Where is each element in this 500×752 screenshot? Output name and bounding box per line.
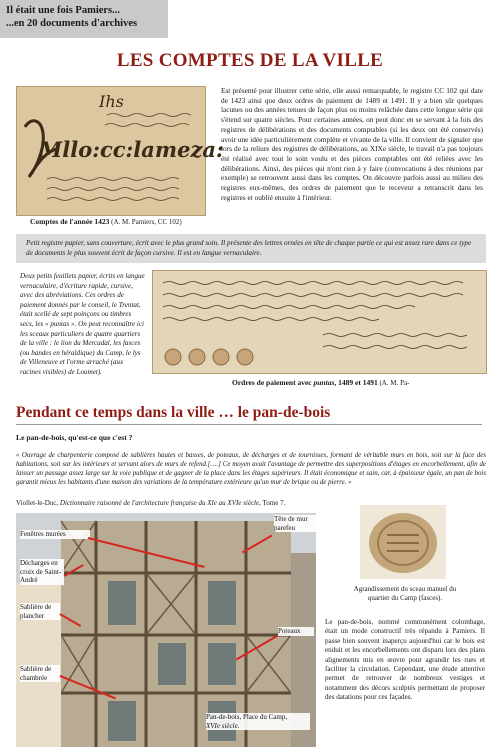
figure-1423-caption-title: Comptes de l'année 1423 — [30, 217, 110, 226]
label-sabliere-plancher: Sablière de plancher — [20, 603, 60, 620]
label-poteaux: Poteaux — [278, 627, 314, 636]
section-divider — [16, 424, 482, 425]
payment-orders-description: Deux petits feuillets papier, écrits en langue vernaculaire, d'écriture rapide, cursive, avec des abréviations. Ces ordres de paiement donnés par le conseil, le Trentat, était scellé de sept poinçons ou timbres secs, les « puntas ». On peut reconnaître ici les sceaux particuliers de quatre quartiers de la ville : le lion du Mercadal, les fasces (ou bandes en héraldique) du Camp, le lys de Villeneuve et l'orme arraché (aux racines visibles) de Loumet). — [20, 272, 145, 376]
label-fenetres-murees: Fenêtres murées — [20, 530, 90, 539]
half-timbered-house-drawing — [16, 513, 316, 747]
quote-reference-author: Viollet-le-Duc, — [16, 499, 60, 507]
viollet-le-duc-quote: « Ouvrage de charpenterie composé de sablières hautes et basses, de poteaux, de décharges et de tournisses, formant de véritable murs en bois, soit sur la face des habitations, soit sur les intérieurs et servant alors de murs de refend.[….] Ce moyen avait l'avantage de permettre des superpositions d'étages en encorbellement, afin de laisser un passage assez large sur la voie publique et de gagner de la place dans les étages supérieurs. Il était économique et sain, car, à épaisseur égale, un pan de bois garantit mieux les habitants d'une maison des variations de la température extérieure qu'un mur de brique ou de pierre. » — [16, 452, 486, 487]
payment-orders-caption-title: Ordres de paiement avec — [232, 378, 314, 387]
seal-caption: Agrandissement du sceau manuel du quartier du Camp (fasces). — [353, 585, 457, 602]
seal-drawing — [360, 505, 446, 579]
series-header — [0, 0, 168, 38]
section-pan-de-bois-subhead: Le pan-de-bois, qu'est-ce que c'est ? — [16, 433, 133, 442]
label-sabliere-chambree: Sablière de chambrée — [20, 665, 60, 682]
label-decharges: Décharges en croix de Saint-André — [20, 559, 64, 585]
pan-de-bois-paragraph: Le pan-de-bois, nommé communément colombage, était un mode constructif très répandu à Pamiers. Il passe bien souvent inaperçu aujourd'hui car le bois est enduit et les encorbellements ont disparu lors des plans alignements mis en œuvre pour agrandir les rues et faciliter la circulation. Cependant, une étude attentive permet de retrouver de nombreux vestiges et notamment des décors sculptés permettant de proposer des datations pour ces façades. — [325, 618, 485, 702]
series-header-line1: Il était une fois Pamiers... — [6, 5, 121, 16]
quote-reference — [16, 499, 285, 507]
manuscript-1423-drawing — [17, 87, 224, 215]
house-photo-caption-line1: Pan-de-bois, Place du Camp, — [206, 713, 288, 721]
house-photo-caption — [206, 713, 310, 730]
manuscript-heading-mark: Ihs — [99, 92, 124, 111]
section-pan-de-bois-title: Pendant ce temps dans la ville … le pan-de-bois — [16, 404, 331, 421]
manuscript-ornate-line: Mllo:cc:lameza: — [39, 137, 224, 162]
quote-reference-tail: , Tome 7. — [259, 499, 286, 507]
seal-image — [360, 505, 446, 579]
payment-orders-drawing — [153, 271, 486, 373]
figure-1423-caption-ref: (A. M. Pamiers, CC 102) — [111, 218, 182, 226]
registre-description-band: Petit registre papier, sans couverture, écrit avec le plus grand soin. Il présente des lettres ornées en tête de chaque partie ce qui est assez rare dans ce type de documents le plus souvent écrit de façon cursive. Il est en langue vernaculaire. — [16, 234, 486, 263]
label-tete-de-mur: Tête de mur parefeu — [274, 515, 316, 532]
manuscript-1423-image — [16, 86, 224, 216]
payment-orders-caption — [232, 378, 492, 388]
payment-orders-caption-years: , 1489 et 1491 — [334, 378, 378, 387]
quote-reference-title: Dictionnaire raisonné de l'architecture française du XIe au XVIe siècle — [59, 499, 260, 507]
figure-1423-caption — [30, 217, 210, 227]
series-header-line2: ...en 20 documents d'archives — [6, 18, 138, 29]
half-timbered-house-image — [16, 513, 316, 747]
house-photo-caption-line2: XVIe siècle. — [206, 721, 240, 730]
payment-orders-image — [152, 270, 487, 374]
intro-paragraph: Est présenté pour illustrer cette série, elle aussi remarquable, le registre CC 102 qui date de 1423 ainsi que deux ordres de paiement de 1489 et 1491. Il y a bien sûr quelques lacunes ou des années tenues de façon plus ou moins relâchée dans cette longue série qui s'étend sur quatre siècles. Pour certaines années, on peut donc en se servant à la fois des registres de délibérations et des documents comptables (si les deux ont été conservés) avoir une idée particulièrement complète et vivante de la ville. Il convient de signaler que lors de la reliure des registres de délibérations, au XIXe siècle, le travail n'a pas toujours été réalisé avec tout le soin voulu et des pièces comptables ont été reliées avec les délibérations. Ainsi, des pièces qui n'ont rien à y faire (convocations à des réunions par exemple) se retrouvent aussi dans les comptes. On découvre parfois aussi au milieu des registres eux-mêmes, des ordres de paiement que le receveur a retranscrit dans les registres et oublié ensuite à l'intérieur. — [221, 86, 483, 202]
payment-orders-caption-puntas: puntas — [313, 378, 335, 387]
page-title: LES COMPTES DE LA VILLE — [116, 50, 384, 71]
payment-orders-caption-ref: (A. M. Pa- — [379, 379, 410, 387]
